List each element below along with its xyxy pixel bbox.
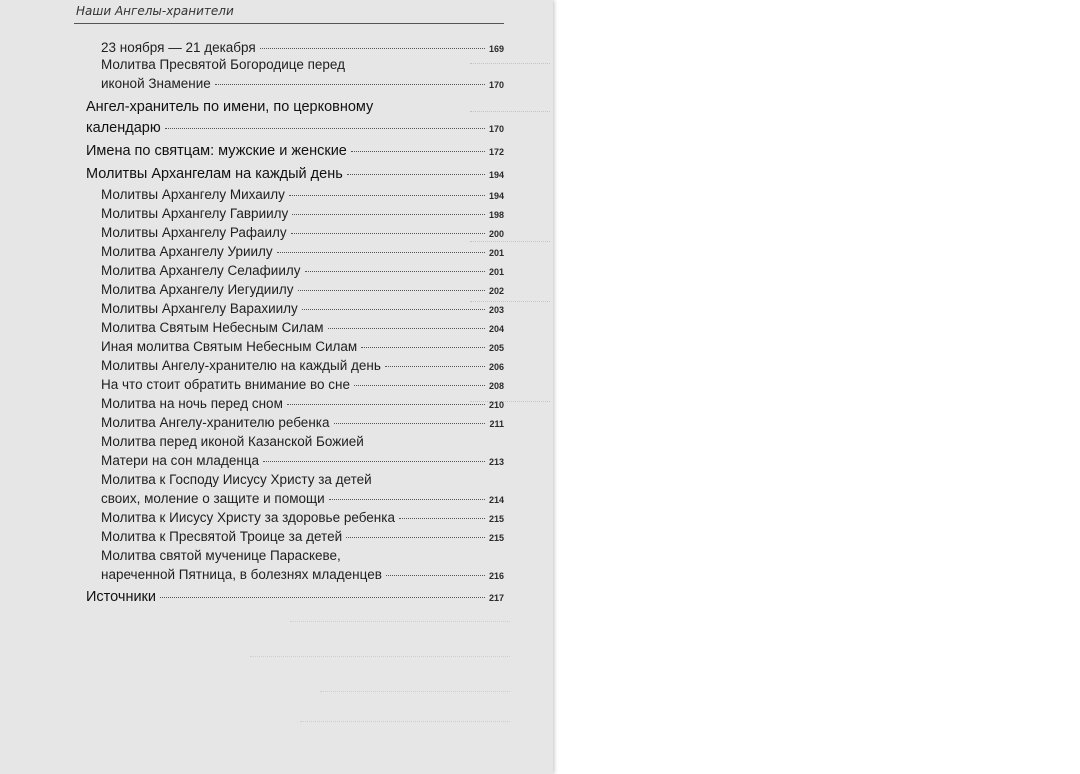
toc-page-number: 215 (488, 514, 504, 524)
toc-entry-line (86, 587, 504, 609)
toc-entry-line (86, 118, 504, 140)
toc-page-number: 217 (488, 593, 504, 603)
toc-entry-title: Молитва к Иисусу Христу за здоровье ребенка (101, 510, 395, 525)
toc-page-number: 214 (488, 495, 504, 505)
toc-entry-title: Молитва к Пресвятой Троице за детей (101, 529, 343, 544)
toc-entry-line (101, 337, 504, 358)
toc-page-number: 170 (488, 80, 504, 90)
toc-entry-line (101, 242, 504, 263)
toc-entry (86, 587, 504, 609)
toc-entry-title: Матери на сон младенца (101, 453, 260, 468)
toc-page-number: 210 (488, 400, 504, 410)
dot-leader (277, 252, 485, 253)
toc-page-number: 203 (488, 305, 504, 315)
running-header: Наши Ангелы-хранители (76, 4, 234, 18)
dot-leader (346, 537, 485, 538)
dot-leader (305, 271, 485, 272)
dot-leader (291, 233, 485, 234)
toc-entry-line (101, 280, 504, 301)
toc-page-number: 208 (488, 381, 504, 391)
toc-page-number: 200 (488, 229, 504, 239)
toc-entry-title: Иная молитва Святым Небесным Силам (101, 339, 358, 354)
dot-leader (260, 48, 485, 49)
toc-entry-line (101, 375, 504, 396)
toc-entry-line (86, 164, 504, 186)
toc-entry-line (101, 451, 504, 472)
toc-entry-title: Имена по святцам: мужские и женские (86, 143, 347, 159)
toc-entry-title: своих, моление о защите и помощи (101, 491, 325, 506)
toc-entry-line (86, 97, 504, 118)
toc-entry (101, 375, 504, 396)
toc-entry-title: Молитва Пресвятой Богородице перед (101, 57, 346, 72)
dot-leader (361, 347, 485, 348)
toc-entry-title: Молитвы Архангелу Гавриилу (101, 206, 289, 221)
toc-page-number: 211 (489, 419, 504, 429)
toc-entry (101, 470, 504, 510)
toc-entry (101, 55, 504, 95)
toc-entry (101, 318, 504, 339)
dot-leader (399, 518, 485, 519)
toc-entry (101, 508, 504, 529)
toc-page-number: 194 (488, 191, 504, 201)
dot-leader (289, 195, 485, 196)
toc-entry-line (101, 261, 504, 282)
toc-entry-line (101, 546, 504, 565)
toc-entry (101, 527, 504, 548)
toc-entry-title: На что стоит обратить внимание во сне (101, 377, 350, 392)
toc-entry (101, 185, 504, 206)
toc-entry-title: Молитвы Ангелу-хранителю на каждый день (101, 358, 381, 373)
dot-leader (385, 366, 485, 367)
toc-entry-title: Молитва Архангелу Селафиилу (101, 263, 301, 278)
toc-page-number: 202 (488, 286, 504, 296)
toc-entry (101, 242, 504, 263)
toc-entry-title: Молитва на ночь перед сном (101, 396, 283, 411)
toc-page-number: 206 (488, 362, 504, 372)
toc-page-number: 198 (488, 210, 504, 220)
dot-leader (298, 290, 485, 291)
toc-page-number: 204 (488, 324, 504, 334)
dot-leader (287, 404, 485, 405)
toc-entry-line (101, 508, 504, 529)
toc-entry-line (101, 527, 504, 548)
toc-entry-title: нареченной Пятница, в болезнях младенцев (101, 567, 382, 582)
toc-entry (101, 546, 504, 586)
toc-entry-line (101, 489, 504, 510)
toc-entry-title: Молитвы Архангелам на каждый день (86, 166, 343, 182)
dot-leader (386, 575, 485, 576)
toc-entry-line (101, 55, 504, 74)
toc-entry-line (101, 413, 504, 434)
toc-entry (86, 97, 504, 140)
toc-entry (101, 432, 504, 472)
toc-entry-title: иконой Знамение (101, 76, 211, 91)
toc-page-number: 194 (488, 170, 504, 180)
toc-page-number: 201 (488, 267, 504, 277)
toc-page-number: 216 (488, 571, 504, 581)
dot-leader (347, 174, 485, 175)
toc-entry-line (101, 223, 504, 244)
toc-entry-title: Молитвы Архангелу Рафаилу (101, 225, 287, 240)
toc-entry-title: календарю (86, 120, 161, 136)
dot-leader (329, 499, 485, 500)
toc-entry-line (101, 185, 504, 206)
toc-entry (101, 394, 504, 415)
toc-entry-line (86, 141, 504, 163)
dot-leader (328, 328, 485, 329)
toc-entry-line (101, 565, 504, 586)
toc-page-number: 215 (488, 533, 504, 543)
toc-entry-title: Молитва Святым Небесным Силам (101, 320, 324, 335)
dot-leader (354, 385, 485, 386)
toc-entry (101, 299, 504, 320)
toc-page-number: 213 (488, 457, 504, 467)
toc-entry-line (101, 299, 504, 320)
toc-entry-line (101, 470, 504, 489)
toc-entry (101, 204, 504, 225)
dot-leader (292, 214, 485, 215)
toc-entry-title: Ангел-хранитель по имени, по церковному (86, 99, 374, 115)
dot-leader (351, 151, 485, 152)
toc-page-number: 205 (488, 343, 504, 353)
dot-leader (165, 128, 485, 129)
toc-entry (101, 413, 504, 434)
toc-entry-line (101, 356, 504, 377)
toc-entry-title: Молитва святой мученице Параскеве, (101, 548, 341, 563)
toc-entry-line (101, 74, 504, 95)
toc-entry-line (101, 318, 504, 339)
toc-entry-title: Молитва перед иконой Казанской Божией (101, 434, 364, 449)
toc-entry (101, 223, 504, 244)
toc-entry-line (101, 204, 504, 225)
toc-entry (86, 141, 504, 163)
dot-leader (263, 461, 485, 462)
header-rule (74, 23, 504, 24)
toc-page-number: 172 (488, 147, 504, 157)
toc-entry-title: Молитва Архангелу Уриилу (101, 244, 273, 259)
toc-entry-line (101, 432, 504, 451)
toc-entry-line (101, 394, 504, 415)
toc-page-number: 201 (488, 248, 504, 258)
toc-entry (101, 261, 504, 282)
toc-entry (86, 164, 504, 186)
toc-entry-title: Молитва Ангелу-хранителю ребенка (101, 415, 330, 430)
toc-entry-title: Молитвы Архангелу Михаилу (101, 187, 285, 202)
toc-entry-title: Молитва к Господу Иисусу Христу за детей (101, 472, 372, 487)
toc-entry-title: 23 ноября — 21 декабря (101, 40, 256, 55)
toc-entry (101, 356, 504, 377)
dot-leader (160, 597, 485, 598)
toc-page-number: 170 (488, 124, 504, 134)
toc-page-number: 169 (488, 44, 504, 54)
dot-leader (302, 309, 485, 310)
dot-leader (334, 423, 486, 424)
toc-entry-title: Источники (86, 589, 157, 605)
dot-leader (215, 84, 485, 85)
toc-entry-title: Молитвы Архангелу Варахиилу (101, 301, 298, 316)
toc-entry (101, 280, 504, 301)
toc-entry (101, 337, 504, 358)
toc-entry-title: Молитва Архангелу Иегудиилу (101, 282, 294, 297)
